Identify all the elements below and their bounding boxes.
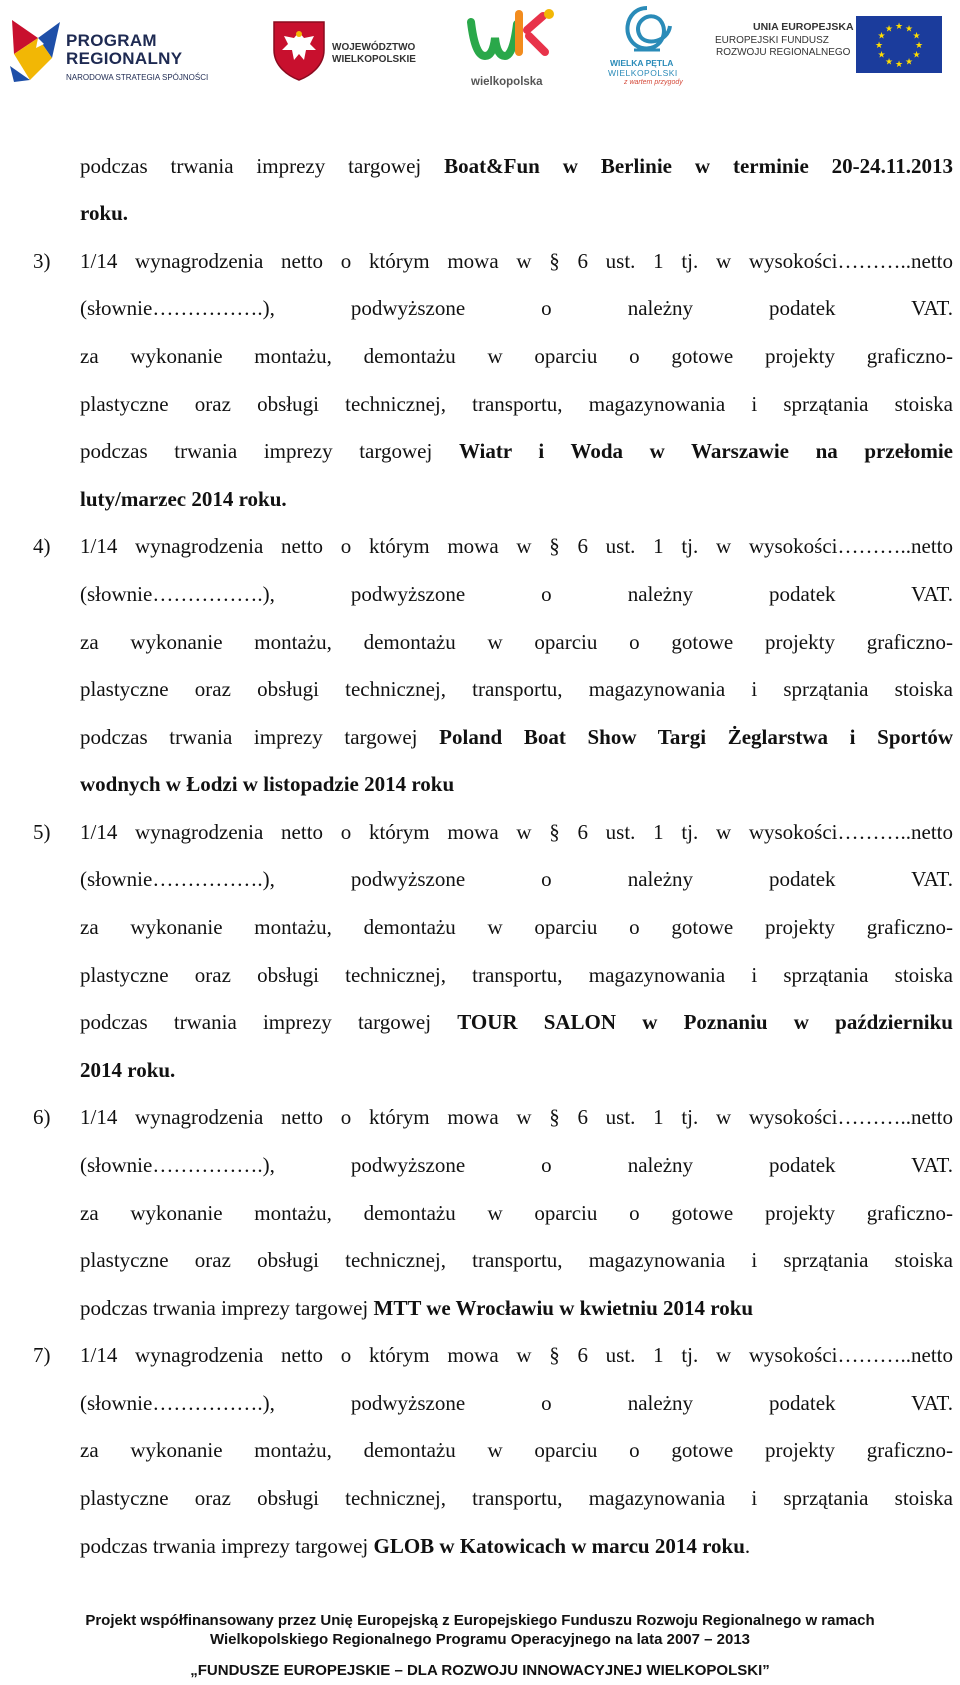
intro-line-1 [80,153,953,179]
item-number: 7) [33,1343,51,1367]
program-regionalny-star-icon [8,14,64,84]
item-4-line-6 [80,771,953,797]
item-number: 6) [33,1105,51,1129]
petla-text-1: WIELKA PĘTLA [610,58,674,68]
item-7-line-4: plastyczne oraz obsługi technicznej, transportu, magazynowania i sprzątania stoiska [80,1486,953,1510]
item-7-event: GLOB w Katowicach w marcu 2014 roku [373,1534,745,1558]
item-6-text: podczas trwania imprezy targowej [80,1296,374,1320]
item-3-text: podczas trwania imprezy targowej [80,439,459,463]
item-4-line-2: (słownie…………….), podwyższone o należny podatek VAT. [80,582,953,606]
footer-line-1: Projekt współfinansowany przez Unię Europejską z Europejskiego Funduszu Rozwoju Regionalnego w ramach [85,1612,875,1629]
item-5-line-1: 1/14 wynagrodzenia netto o którym mowa w § 6 ust. 1 tj. w wysokości………..netto [80,820,953,844]
item-6-line-2: (słownie…………….), podwyższone o należny podatek VAT. [80,1153,953,1177]
svg-text:★: ★ [914,41,924,51]
item-number: 5) [33,820,51,844]
item-5-event-end: 2014 roku. [80,1058,176,1082]
program-title [66,32,182,68]
svg-text:★: ★ [877,50,886,61]
item-6-line-4: plastyczne oraz obsługi technicznej, transportu, magazynowania i sprzątania stoiska [80,1248,953,1272]
item-3-line-6 [80,486,953,512]
wojewodztwo-text-1: WOJEWÓDZTWO [332,42,416,53]
svg-text:★: ★ [884,57,894,68]
program-subtitle: NARODOWA STRATEGIA SPÓJNOŚCI [66,73,209,82]
item-number: 4) [33,534,51,558]
item-3-line-1: 1/14 wynagrodzenia netto o którym mowa w § 6 ust. 1 tj. w wysokości………..netto [80,249,953,273]
item-5-line-3: za wykonanie montażu, demontażu w oparciu o gotowe projekty graficzno- [80,915,953,939]
eu-fund-logo [715,15,955,75]
svg-text:★: ★ [912,50,921,61]
svg-text:★: ★ [884,24,894,35]
item-4-line-1: 1/14 wynagrodzenia netto o którym mowa w § 6 ust. 1 tj. w wysokości………..netto [80,534,953,558]
wojewodztwo-text [332,42,416,66]
item-6-line-3: za wykonanie montażu, demontażu w oparciu o gotowe projekty graficzno- [80,1201,953,1225]
item-6-line-1: 1/14 wynagrodzenia netto o którym mowa w § 6 ust. 1 tj. w wysokości………..netto [80,1105,953,1129]
eagle-shield-icon [272,20,326,82]
intro-event: Boat&Fun w Berlinie w terminie 20-24.11.2013 [444,154,954,178]
item-3-event: Wiatr i Woda w Warszawie na przełomie [458,439,954,463]
item-3-line-5 [80,438,953,464]
item-5-text: podczas trwania imprezy targowej [80,1010,458,1034]
program-regionalny-logo [8,14,228,84]
svg-text:★: ★ [894,60,904,70]
svg-text:★: ★ [904,57,914,68]
item-7-text: podczas trwania imprezy targowej [80,1534,374,1558]
eu-flag-icon [856,16,942,73]
program-title-2: REGIONALNY [66,49,183,68]
eu-text-1: UNIA EUROPEJSKA [753,21,854,33]
petla-text-3: z wartem przygody [624,79,683,86]
svg-text:★: ★ [904,24,914,35]
wlkp-mark-icon [463,4,558,74]
item-number: 3) [33,249,51,273]
item-3-line-3: za wykonanie montażu, demontażu w oparciu o gotowe projekty graficzno- [80,344,953,368]
intro-text: podczas trwania imprezy targowej [80,154,445,178]
item-3-line-2: (słownie…………….), podwyższone o należny podatek VAT. [80,296,953,320]
item-7-line-5 [80,1533,953,1559]
item-7-end: . [744,1534,751,1558]
item-4-line-4: plastyczne oraz obsługi technicznej, transportu, magazynowania i sprzątania stoiska [80,677,953,701]
wielkopolska-logo [463,4,558,92]
item-7-line-3: za wykonanie montażu, demontażu w oparciu o gotowe projekty graficzno- [80,1438,953,1462]
item-4-event-end: wodnych w Łodzi w listopadzie 2014 roku [80,772,455,796]
svg-text:★: ★ [912,31,921,42]
wojewodztwo-text-2: WIELKOPOLSKIE [332,54,416,65]
item-5-line-5 [80,1009,953,1035]
item-4-line-5 [80,724,953,750]
svg-text:★: ★ [894,22,904,32]
intro-line-2 [80,200,953,226]
wielka-petla-logo [602,2,692,92]
header-logos [0,0,960,95]
item-5-line-2: (słownie…………….), podwyższone o należny podatek VAT. [80,867,953,891]
item-6-line-5 [80,1295,953,1321]
item-6-event: MTT we Wrocławiu w kwietniu 2014 roku [373,1296,754,1320]
item-5-line-6 [80,1057,953,1083]
item-7-line-1: 1/14 wynagrodzenia netto o którym mowa w § 6 ust. 1 tj. w wysokości………..netto [80,1343,953,1367]
intro-event-end: roku. [80,201,129,225]
item-3-event-end: luty/marzec 2014 roku. [80,487,287,511]
item-5-line-4: plastyczne oraz obsługi technicznej, transportu, magazynowania i sprzątania stoiska [80,963,953,987]
item-4-line-3: za wykonanie montażu, demontażu w oparciu o gotowe projekty graficzno- [80,630,953,654]
wojewodztwo-logo [272,20,432,84]
footer-slogan: „FUNDUSZE EUROPEJSKIE – DLA ROZWOJU INNOWACYJNEJ WIELKOPOLSKI” [190,1662,770,1679]
svg-text:★: ★ [877,31,886,42]
item-4-text: podczas trwania imprezy targowej [80,725,440,749]
footer-line-2: Wielkopolskiego Regionalnego Programu Operacyjnego na lata 2007 – 2013 [209,1631,751,1648]
program-title-1: PROGRAM [66,31,157,50]
svg-text:★: ★ [874,41,884,51]
petla-text-2: WIELKOPOLSKI [608,68,678,78]
eu-text-2: EUROPEJSKI FUNDUSZ [715,35,829,46]
knot-icon [612,2,682,57]
wielkopolska-text: wielkopolska [471,76,543,88]
item-7-line-2: (słownie…………….), podwyższone o należny podatek VAT. [80,1391,953,1415]
item-3-line-4: plastyczne oraz obsługi technicznej, transportu, magazynowania i sprzątania stoiska [80,392,953,416]
item-5-event: TOUR SALON w Poznaniu w październiku [457,1010,953,1034]
item-4-event: Poland Boat Show Targi Żeglarstwa i Sportów [439,725,954,749]
eu-text-3: ROZWOJU REGIONALNEGO [716,47,851,58]
